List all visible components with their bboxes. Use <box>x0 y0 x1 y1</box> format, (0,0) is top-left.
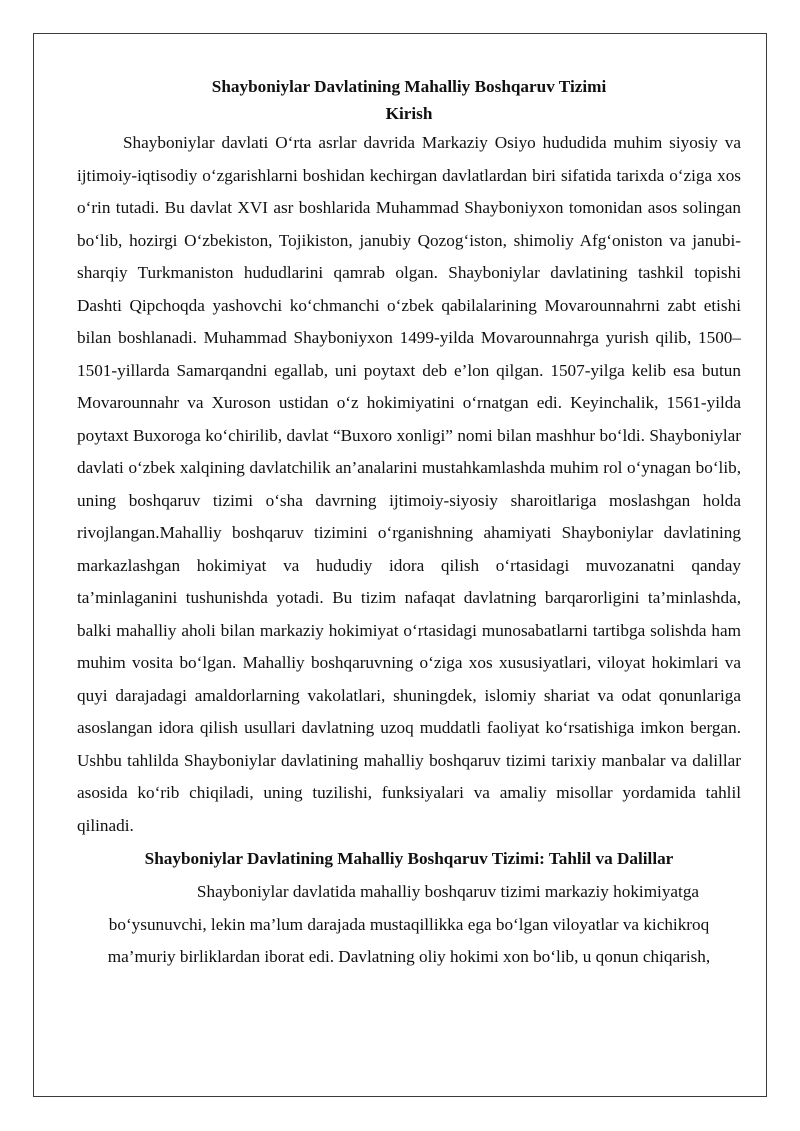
document-body <box>77 73 741 974</box>
section-paragraph: Shayboniylar davlatida mahalliy boshqaruv tizimi markaziy hokimiyatga bo‘ysunuvchi, lekin ma’lum darajada mustaqillikka ega bo‘lgan viloyatlar va kichikroq ma’muriy birliklardan iborat edi. Davlatning oliy hokimi xon bo‘lib, u qonun chiqarish, <box>107 882 711 966</box>
intro-paragraph: Shayboniylar davlati O‘rta asrlar davrida Markaziy Osiyo hududida muhim siyosiy va ijtimoiy-iqtisodiy o‘zgarishlarni boshidan kechirgan davlatlardan biri sifatida tarixda o‘ziga xos o‘rin tutadi. Bu davlat XVI asr boshlarida Muhammad Shayboniyxon tomonidan asos solingan bo‘lib, hozirgi O‘zbekiston, Tojikiston, janubiy Qozog‘iston, shimoliy Afg‘oniston va janubi-sharqiy Turkmaniston hududlarini qamrab olgan. Shayboniylar davlatining tashkil topishi Dashti Qipchoqda yashovchi ko‘chmanchi o‘zbek qabilalarining Movarounnahrni zabt etishi bilan boshlanadi. Muhammad Shayboniyxon 1499-yilda Movarounnahrga yurish qilib, 1500–1501-yillarda Samarqandni egallab, uni poytaxt deb e’lon qilgan. 1507-yilga kelib esa butun Movarounnahr va Xuroson ustidan o‘z hokimiyatini o‘rnatgan edi. Keyinchalik, 1561-yilda poytaxt Buxoroga ko‘chirilib, davlat “Buxoro xonligi” nomi bilan mashhur bo‘ldi. Shayboniylar davlati o‘zbek xalqining davlatchilik an’analarini mustahkamlashda muhim rol o‘ynagan bo‘lib, uning boshqaruv tizimi o‘sha davrning ijtimoiy-siyosiy sharoitlariga moslashgan holda rivojlangan.Mahalliy boshqaruv tizimini o‘rganishning ahamiyati Shayboniylar davlatining markazlashgan hokimiyat va hududiy idora qilish o‘rtasidagi muvozanatni qanday ta’minlaganini tushunishda yotadi. Bu tizim nafaqat davlatning barqarorligini ta’minlashda, balki mahalliy aholi bilan markaziy hokimiyat o‘rtasidagi munosabatlarni tartibga solishda ham muhim vosita bo‘lgan. Mahalliy boshqaruvning o‘ziga xos xususiyatlari, viloyat hokimlari va quyi darajadagi amaldorlarning vakolatlari, shuningdek, islomiy shariat va odat qonunlariga asoslangan idora qilish usullari davlatning uzoq muddatli faoliyat ko‘rsatishiga imkon bergan. Ushbu tahlilda Shayboniylar davlatining mahalliy boshqaruv tizimi tarixiy manbalar va dalillar asosida ko‘rib chiqiladi, uning tuzilishi, funksiyalari va amaliy misollar yordamida tahlil qilinadi. <box>77 133 741 835</box>
section-heading: Shayboniylar Davlatining Mahalliy Boshqaruv Tizimi: Tahlil va Dalillar <box>144 849 674 868</box>
document-title: Shayboniylar Davlatining Mahalliy Boshqaruv Tizimi <box>211 77 607 96</box>
intro-heading: Kirish <box>385 104 433 123</box>
